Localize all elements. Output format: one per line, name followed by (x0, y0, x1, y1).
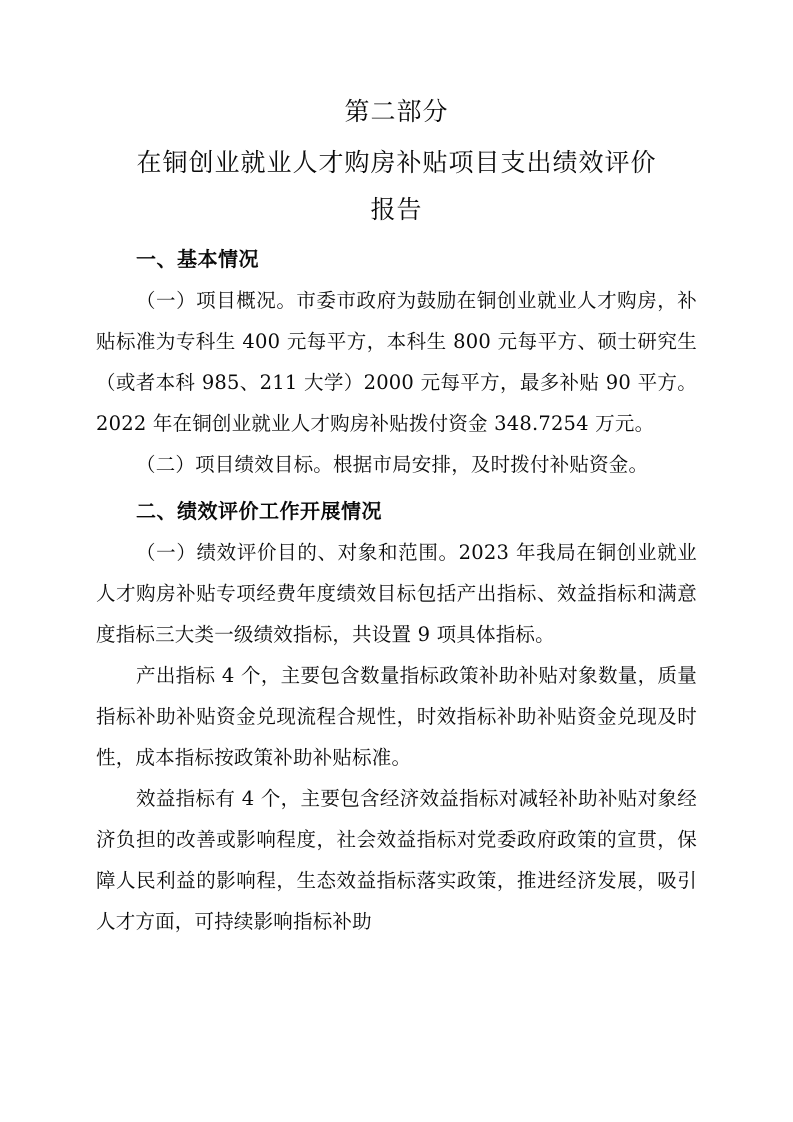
paragraph-output-indicators: 产出指标 4 个，主要包含数量指标政策补助补贴对象数量，质量指标补助补贴资金兑现流程合规性，时效指标补助补贴资金兑现及时性，成本指标按政策补助补贴标准。 (96, 664, 697, 769)
title-line-part: 第二部分 (344, 97, 449, 126)
section-two (96, 491, 697, 942)
title-line-cont: 报告 (370, 195, 423, 224)
section-heading-basic-info: 一、基本情况 (136, 247, 259, 271)
paragraph-benefit-indicators: 效益指标有 4 个，主要包含经济效益指标对减轻补助补贴对象经济负担的改善或影响程度，社会效益指标对党委政府政策的宣贯，保障人民利益的影响程，生态效益指标落实政策，推进经济发展，吸引人才方面，可持续影响指标补助 (96, 787, 697, 933)
paragraph-project-overview: （一）项目概况。市委市政府为鼓励在铜创业就业人才购房，补贴标准为专科生 400 元每平方，本科生 800 元每平方、硕士研究生（或者本科 985、211 大学）2000 元每平方，最多补贴 90 平方。2022 年在铜创业就业人才购房补贴拨付资金 348.7254 万元。 (96, 289, 697, 435)
paragraph-performance-goal: （二）项目绩效目标。根据市局安排，及时拨付补贴资金。 (136, 453, 649, 476)
paragraph-evaluation-purpose: （一）绩效评价目的、对象和范围。2023 年我局在铜创业就业人才购房补贴专项经费年度绩效目标包括产出指标、效益指标和满意度指标三大类一级绩效指标，共设置 9 项具体指标。 (96, 541, 697, 646)
page-title (96, 88, 697, 233)
section-one (96, 239, 697, 485)
title-line-main: 在铜创业就业人才购房补贴项目支出绩效评价 (136, 148, 657, 177)
section-heading-evaluation-work: 二、绩效评价工作开展情况 (136, 499, 382, 523)
